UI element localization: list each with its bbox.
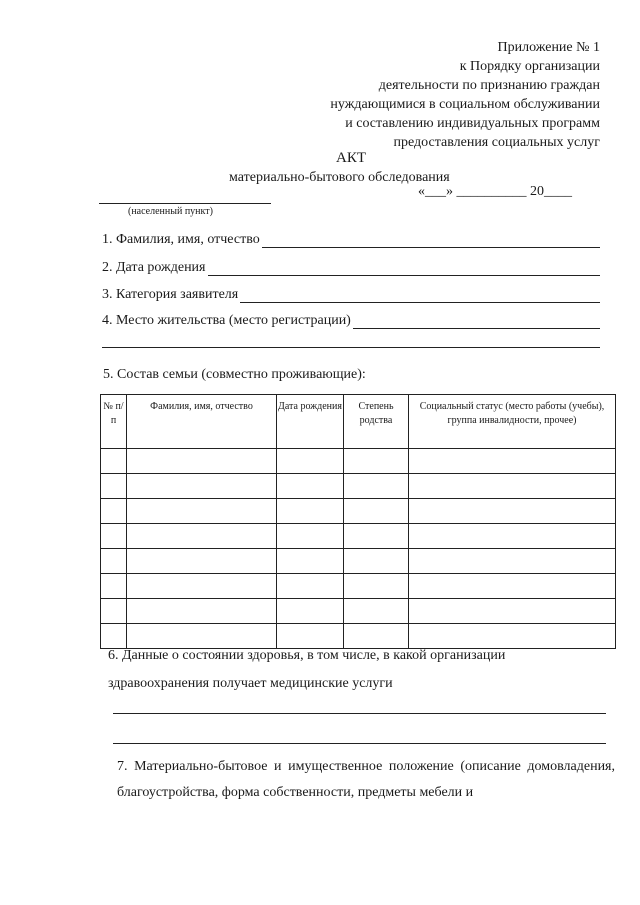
residence-continuation-line[interactable] [102,347,600,348]
table-row [101,574,616,599]
appendix-line: предоставления социальных услуг [393,135,600,150]
table-cell[interactable] [344,499,409,524]
residence-input-line[interactable] [353,315,600,329]
table-cell[interactable] [127,574,277,599]
family-table [100,394,616,649]
table-cell[interactable] [409,599,616,624]
col-social-status: Социальный статус (место работы (учебы), группа инвалидности, прочее) [409,395,616,449]
table-row [101,499,616,524]
act-date-field[interactable]: «___» __________ 20____ [418,184,572,199]
table-cell[interactable] [101,449,127,474]
table-cell[interactable] [344,474,409,499]
health-input-line[interactable] [113,743,606,744]
table-cell[interactable] [127,474,277,499]
table-cell[interactable] [101,599,127,624]
settlement-field[interactable] [99,203,271,204]
birth-date-input-line[interactable] [208,262,601,276]
field-category [102,287,600,303]
table-row [101,549,616,574]
table-row [101,599,616,624]
table-cell[interactable] [127,524,277,549]
table-cell[interactable] [409,474,616,499]
property-paragraph: 7. Материально-бытовое и имущественное положение (описание домовладения, благоустройства, форма собственности, предметы мебели и [117,759,615,800]
act-subtitle: материально-бытового обследования [229,170,450,185]
appendix-line: к Порядку организации [459,59,600,74]
col-full-name: Фамилия, имя, отчество [127,395,277,449]
table-cell[interactable] [127,599,277,624]
table-cell[interactable] [277,624,344,649]
table-cell[interactable] [277,599,344,624]
table-cell[interactable] [127,499,277,524]
appendix-line: нуждающимися в социальном обслуживании [330,97,600,112]
table-cell[interactable] [344,574,409,599]
col-birth-date: Дата рождения [277,395,344,449]
table-cell[interactable] [344,599,409,624]
table-cell[interactable] [409,524,616,549]
table-cell[interactable] [277,474,344,499]
table-cell[interactable] [409,624,616,649]
col-relation: Степень родства [344,395,409,449]
table-cell[interactable] [277,524,344,549]
table-cell[interactable] [127,549,277,574]
table-cell[interactable] [409,499,616,524]
table-cell[interactable] [101,474,127,499]
family-heading: 5. Состав семьи (совместно проживающие): [103,367,366,382]
field-label: 1. Фамилия, имя, отчество [102,232,260,247]
field-label: 4. Место жительства (место регистрации) [102,313,351,328]
settlement-caption: (населенный пункт) [128,206,213,217]
table-cell[interactable] [277,449,344,474]
full-name-input-line[interactable] [262,234,600,248]
table-cell[interactable] [344,449,409,474]
act-title: АКТ [336,150,366,166]
table-cell[interactable] [101,624,127,649]
table-row [101,449,616,474]
field-label: 3. Категория заявителя [102,287,239,302]
appendix-header [330,38,600,152]
table-cell[interactable] [101,549,127,574]
category-input-line[interactable] [240,289,600,303]
appendix-line: Приложение № 1 [497,40,600,55]
appendix-line: деятельности по признанию граждан [378,78,600,93]
table-row [101,524,616,549]
table-cell[interactable] [344,524,409,549]
table-cell[interactable] [127,624,277,649]
table-cell[interactable] [409,449,616,474]
health-line-1: 6. Данные о состоянии здоровья, в том числе, в какой организации [108,648,506,663]
table-cell[interactable] [277,574,344,599]
table-cell[interactable] [344,624,409,649]
table-row [101,624,616,649]
appendix-line: и составлению индивидуальных программ [345,116,600,131]
table-cell[interactable] [409,549,616,574]
table-cell[interactable] [277,499,344,524]
field-label: 2. Дата рождения [102,260,206,275]
table-cell[interactable] [344,549,409,574]
table-cell[interactable] [277,549,344,574]
table-cell[interactable] [101,524,127,549]
table-header-row [101,395,616,449]
field-residence [102,313,600,329]
table-cell[interactable] [409,574,616,599]
table-cell[interactable] [101,574,127,599]
field-birth-date [102,260,600,276]
table-cell[interactable] [127,449,277,474]
field-full-name [102,232,600,248]
table-cell[interactable] [101,499,127,524]
health-line-2: здравоохранения получает медицинские услуги [108,676,393,691]
health-input-line[interactable] [113,713,606,714]
table-row [101,474,616,499]
col-number: № п/п [101,395,127,449]
